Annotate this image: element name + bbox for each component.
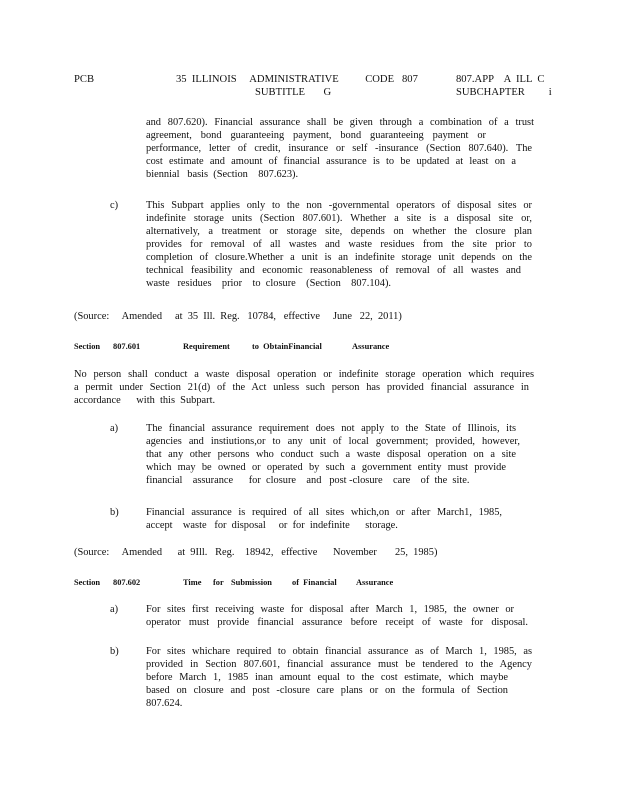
cont-line-5: biennial basis (Section 807.623).: [146, 169, 299, 180]
item-602-b-line-4: based on closure and post -closure care plans or on the formula of Section: [146, 685, 508, 696]
item-601-a-line-4: which may be owned or operated by such a government entity must provide: [146, 462, 506, 473]
item-601-a-line-2: agencies and instiutions,or to any unit of local government; provided, however,: [146, 436, 520, 447]
header-right-line1: 807.APP A ILL C: [456, 74, 545, 85]
source-note-1: (Source: Amended at 35 Ill. Reg. 10784, effective June 22, 2011): [74, 311, 402, 322]
section-602-number: 807.602: [113, 578, 141, 587]
section-602-title-d: of Financial: [292, 578, 337, 587]
item-c-line-2: indefinite storage units (Section 807.601). Whether a site is a disposal site or,: [146, 213, 532, 224]
item-c-line-5: completion of closure.Whether a unit is an indefinite storage unit depends on the: [146, 252, 532, 263]
item-601-a-line-1: The financial assurance requirement does not apply to the State of Illinois, its: [146, 423, 516, 434]
cont-line-2: agreement, bond guaranteeing payment, bond guaranteeing payment or: [146, 130, 486, 141]
para-601-line-1: No person shall conduct a waste disposal operation or indefinite storage operation which requires: [74, 369, 534, 380]
section-601-number: 807.601: [113, 342, 141, 351]
item-601-b-line-1: Financial assurance is required of all sites which,on or after March1, 1985,: [146, 507, 502, 518]
item-601-a-label: a): [110, 423, 119, 434]
cont-line-1: and 807.620). Financial assurance shall be given through a combination of a trust: [146, 117, 534, 128]
item-601-a-line-3: that any other persons who conduct such a waste disposal operation on a site: [146, 449, 516, 460]
item-c-line-7: waste residues prior to closure (Section 807.104).: [146, 278, 391, 289]
header-left: PCB: [74, 74, 95, 85]
section-602-title-e: Assurance: [356, 578, 394, 587]
section-601-title-c: Assurance: [352, 342, 390, 351]
item-602-a-line-1: For sites first receiving waste for disposal after March 1, 1985, the owner or: [146, 604, 514, 615]
item-602-b-line-2: provided in Section 807.601, financial assurance must be tendered to the Agency: [146, 659, 532, 670]
item-602-b-line-1: For sites whichare required to obtain financial assurance as of March 1, 1985, as: [146, 646, 532, 657]
section-602-title-a: Time: [183, 578, 202, 587]
header-right-line2: SUBCHAPTER i: [456, 87, 552, 98]
header-center-line2: SUBTITLE G: [255, 87, 332, 98]
para-601-line-2: a permit under Section 21(d) of the Act unless such person has provided financial assurance in: [74, 382, 529, 393]
item-c-line-3: alternatively, a treatment or storage site, depends on whether the closure plan: [146, 226, 532, 237]
item-602-b-label: b): [110, 646, 119, 657]
item-c-line-6: technical feasibility and economic reasonableness of removal of all wastes and: [146, 265, 521, 276]
cont-line-4: cost estimate and amount of financial assurance is to be updated at least on a: [146, 156, 516, 167]
item-601-b-line-2: accept waste for disposal or for indefinite storage.: [146, 520, 398, 531]
item-602-b-line-5: 807.624.: [146, 698, 183, 709]
item-c-label: c): [110, 200, 119, 211]
section-602-title-b: for: [213, 578, 224, 587]
item-601-a-line-5: financial assurance for closure and post -closure care of the site.: [146, 475, 470, 486]
source-note-2: (Source: Amended at 9Ill. Reg. 18942, effective November 25, 1985): [74, 547, 438, 558]
item-602-a-line-2: operator must provide financial assurance before receipt of waste for disposal.: [146, 617, 528, 628]
para-601-line-3: accordance with this Subpart.: [74, 395, 216, 406]
cont-line-3: performance, letter of credit, insurance or self -insurance (Section 807.640). The: [146, 143, 532, 154]
section-602-title-c: Submission: [231, 578, 272, 587]
item-602-b-line-3: before March 1, 1985 inan amount equal to the cost estimate, which maybe: [146, 672, 508, 683]
section-601-title-a: Requirement: [183, 342, 230, 351]
item-602-a-label: a): [110, 604, 119, 615]
item-601-b-label: b): [110, 507, 119, 518]
item-c-line-1: This Subpart applies only to the non -governmental operators of disposal sites or: [146, 200, 532, 211]
item-c-line-4: provides for removal of all wastes and waste residues from the site prior to: [146, 239, 532, 250]
header-center-line1: 35 ILLINOIS ADMINISTRATIVE CODE 807: [176, 74, 418, 85]
section-602-label: Section: [74, 578, 101, 587]
section-601-label: Section: [74, 342, 101, 351]
section-601-title-b: to ObtainFinancial: [252, 342, 322, 351]
